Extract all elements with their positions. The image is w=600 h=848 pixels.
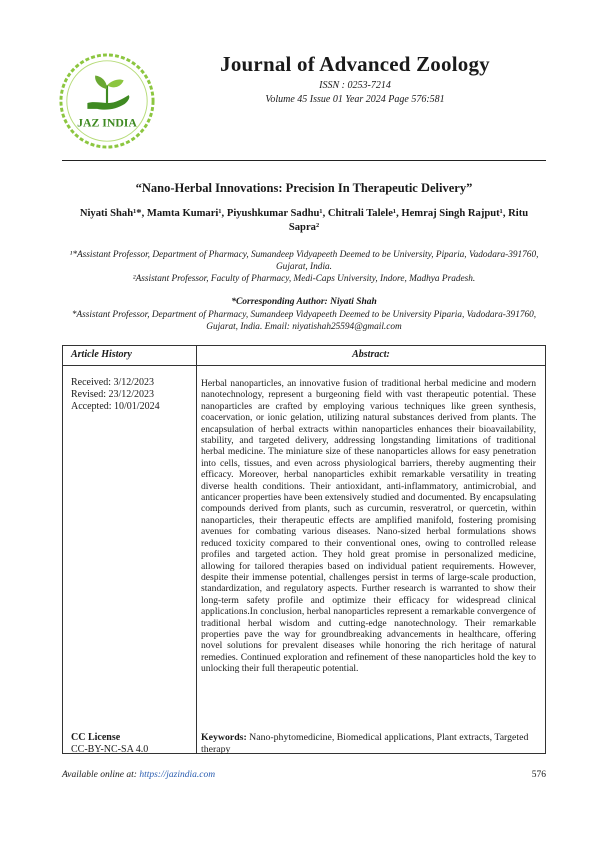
- cc-license-value: CC-BY-NC-SA 4.0: [71, 744, 149, 755]
- corresponding-author-label: *Corresponding Author: Niyati Shah: [231, 297, 377, 307]
- keywords: [201, 732, 536, 756]
- header-rule: [62, 160, 546, 161]
- accepted-date: Accepted: 10/01/2024: [71, 401, 160, 412]
- received-date: Received: 3/12/2023: [71, 377, 155, 388]
- box-column-divider: [196, 345, 197, 754]
- keywords-label: Keywords:: [201, 732, 247, 743]
- authors-line-1: Niyati Shah¹*, Mamta Kumari¹, Piyushkumar Sadhu¹, Chitrali Talele¹, Hemraj Singh Rajput¹, Ritu: [79, 208, 529, 219]
- logo-text: JAZ INDIA: [77, 116, 137, 130]
- authors: [62, 207, 546, 235]
- journal-logo: [58, 52, 156, 150]
- available-online-label: Available online at:: [62, 770, 137, 780]
- journal-url-link[interactable]: https://jazindia.com: [139, 770, 216, 780]
- affiliation-2: ²Assistant Professor, Faculty of Pharmacy, Medi-Caps University, Indore, Madhya Pradesh.: [132, 274, 476, 284]
- keywords-value: Nano-phytomedicine, Biomedical applications, Plant extracts, Targeted therapy: [201, 732, 529, 755]
- affiliation-1: ¹*Assistant Professor, Department of Pharmacy, Sumandeep Vidyapeeth Deemed to be University, Piparia, Vadodara-391760, Gujarat, India.: [69, 250, 539, 272]
- corresponding-author-detail: *Assistant Professor, Department of Pharmacy, Sumandeep Vidyapeeth Deemed to be University Piparia, Vadodara-391760, Gujarat, India. Email: niyatishah25594@gmail.com: [71, 310, 537, 332]
- page-number: 576: [531, 770, 546, 780]
- cc-license-heading: CC License: [71, 732, 121, 743]
- footer-availability: [62, 770, 215, 780]
- issn: ISSN : 0253-7214: [319, 80, 391, 91]
- volume-line: Volume 45 Issue 01 Year 2024 Page 576:581: [265, 94, 445, 105]
- journal-title: Journal of Advanced Zoology: [220, 52, 490, 76]
- article-dates: [71, 377, 160, 413]
- box-header-divider: [62, 365, 546, 366]
- authors-line-2: Sapra²: [288, 222, 320, 233]
- revised-date: Revised: 23/12/2023: [71, 389, 155, 400]
- paper-title: “Nano-Herbal Innovations: Precision In Therapeutic Delivery”: [135, 181, 473, 195]
- abstract-text: Herbal nanoparticles, an innovative fusion of traditional herbal medicine and modern nanotechnology, represent a burgeoning field with vast therapeutic potential. These nanoparticles are crafted by employing various techniques like green synthesis, coacervation, or ionic gelation, utilizing natural substances derived from plants. The encapsulation of herbal extracts within nanoparticles enhances their bioavailability, stability, and targeted delivery, addressing longstanding limitations of traditional herbal medicine. The miniature size of these nanoparticles allows for easy penetration into cells, tissues, and even across physiological barriers, thereby augmenting their efficacy. Moreover, herbal nanoparticles exhibit remarkable versatility in treating diverse health conditions. Their antioxidant, anti-inflammatory, antimicrobial, and anticancer properties have been extensively studied and documented. By encapsulating compounds derived from plants, such as curcumin, resveratrol, or quercetin, within nanoparticles, their therapeutic effects are amplified manifold, fostering promising avenues for combating various diseases. Nano-sized herbal formulations shows reduced toxicity compared to their conventional ones, owing to controlled release profiles and targeted action. They hold great promise in personalized medicine, allowing for tailored therapies based on individual patient requirements. However, despite their immense potential, challenges persist in terms of large-scale production, standardization, and regulatory aspects. Further research is warranted to show their long-term safety profile and optimize their efficacy for widespread clinical applications.In conclusion, herbal nanoparticles represent a remarkable convergence of traditional herbal wisdom and cutting-edge nanotechnology. Their remarkable properties pave the way for groundbreaking advancements in healthcare, offering novel solutions for prevalent diseases while honoring the rich heritage of natural remedies. Continued exploration and refinement of these nanoparticles hold the key to unlocking their full therapeutic potential.: [201, 378, 536, 675]
- abstract-heading: Abstract:: [352, 349, 390, 360]
- article-history-heading: Article History: [71, 349, 132, 360]
